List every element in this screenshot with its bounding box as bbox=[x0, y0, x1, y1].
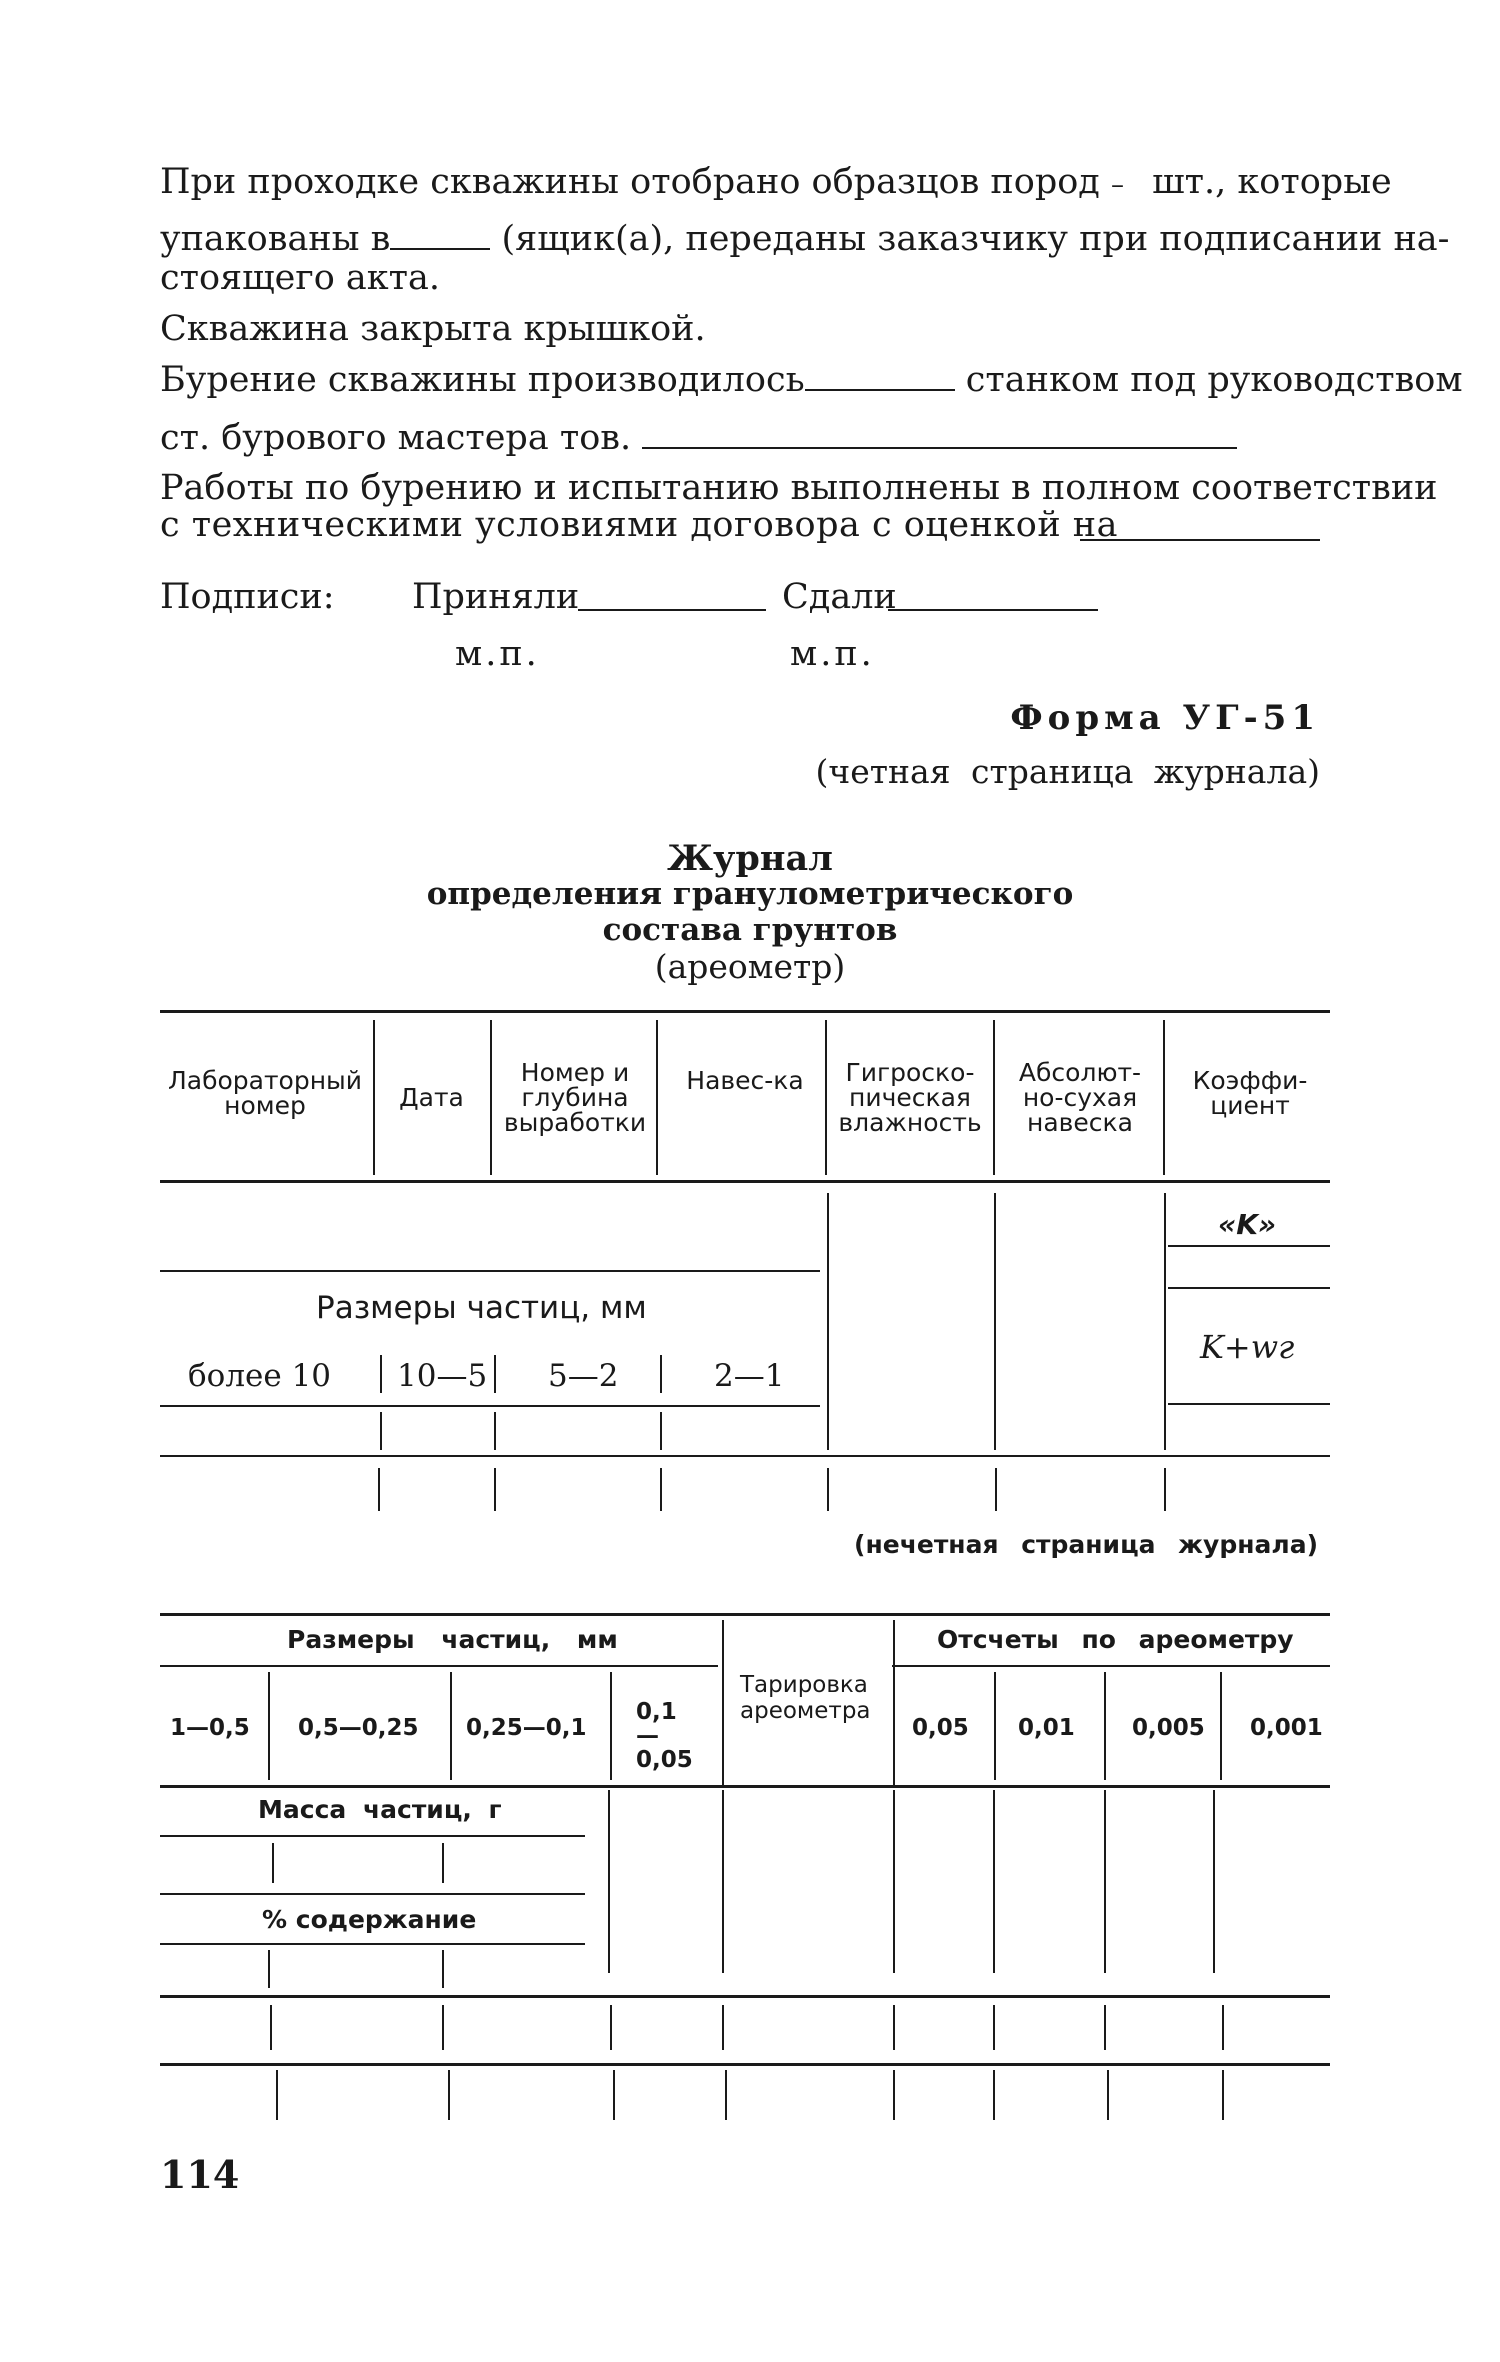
accepted-signature-field[interactable] bbox=[578, 583, 766, 611]
act-line-6: ст. бурового мастера тов. bbox=[160, 418, 1237, 458]
samples-count-field[interactable]: – bbox=[1111, 170, 1124, 200]
act-line-8: с техническими условиями договора с оценкой на bbox=[160, 505, 1320, 545]
odd-page-note: (нечетная страница журнала) bbox=[854, 1530, 1318, 1559]
size-col-5-2: 5—2 bbox=[548, 1358, 619, 1394]
act-line-3: стоящего акта. bbox=[160, 258, 440, 298]
rating-field[interactable] bbox=[1080, 513, 1320, 541]
particle-size-label: Размеры частиц, мм bbox=[316, 1290, 647, 1326]
journal-title: Журнал bbox=[667, 838, 833, 879]
act-line-7: Работы по бурению и испытанию выполнены в полном соответствии bbox=[160, 468, 1438, 508]
size2-col-05-025: 0,5—0,25 bbox=[298, 1715, 419, 1741]
handed-signature-field[interactable] bbox=[888, 583, 1098, 611]
header-lab-number: Лабораторный номер bbox=[167, 1066, 363, 1120]
master-name-field[interactable] bbox=[642, 421, 1237, 449]
size2-col-01-005: 0,1—0,05 bbox=[636, 1699, 693, 1773]
page-number: 114 bbox=[160, 2152, 240, 2197]
stamp-place-2: м.п. bbox=[790, 634, 875, 674]
act-line-5: Бурение скважины производилось станком под руководством bbox=[160, 360, 1463, 400]
size-col-10-5: 10—5 bbox=[397, 1358, 488, 1394]
header-coefficient: Коэффи-циент bbox=[1192, 1066, 1308, 1120]
k-label: «K» bbox=[1218, 1208, 1277, 1241]
act-line-4: Скважина закрыта крышкой. bbox=[160, 309, 706, 349]
header-date: Дата bbox=[399, 1083, 464, 1112]
size-col-over-10: более 10 bbox=[188, 1358, 332, 1394]
reading-col-001: 0,01 bbox=[1018, 1715, 1075, 1741]
act-line-1: При проходке скважины отобрано образцов пород – шт., которые bbox=[160, 162, 1392, 202]
drilling-rig-field[interactable] bbox=[805, 363, 955, 391]
even-page-note: (четная страница журнала) bbox=[815, 752, 1320, 791]
act-line-2: упакованы в (ящик(а), переданы заказчику при подписании на- bbox=[160, 219, 1450, 259]
size2-col-1-05: 1—0,5 bbox=[170, 1715, 250, 1741]
form-name: Форма УГ-51 bbox=[1010, 698, 1320, 738]
reading-col-0001: 0,001 bbox=[1250, 1715, 1323, 1741]
reading-col-005: 0,05 bbox=[912, 1715, 969, 1741]
journal-subtitle-3: (ареометр) bbox=[654, 947, 846, 986]
reading-col-0005: 0,005 bbox=[1132, 1715, 1205, 1741]
journal-subtitle-1: определения гранулометрического bbox=[426, 876, 1074, 912]
particle-size-label-2: Размеры частиц, мм bbox=[287, 1625, 618, 1654]
header-pit-number-depth: Номер и глубина выработки bbox=[503, 1058, 647, 1137]
percent-label: % содержание bbox=[262, 1905, 477, 1934]
stamp-place-1: м.п. bbox=[455, 634, 540, 674]
size2-col-025-01: 0,25—0,1 bbox=[466, 1715, 587, 1741]
size-col-2-1: 2—1 bbox=[714, 1358, 785, 1394]
header-hygroscopic-moisture: Гигроско-пическая влажность bbox=[838, 1058, 982, 1137]
readings-label: Отсчеты по ареометру bbox=[937, 1625, 1294, 1654]
header-sample-weight: Навес-ка bbox=[686, 1066, 804, 1095]
signatures-label: Подписи: bbox=[160, 577, 335, 617]
handed-label: Сдали bbox=[782, 577, 897, 617]
k-plus-w-label: K+wг bbox=[1200, 1328, 1295, 1366]
mass-label: Масса частиц, г bbox=[258, 1795, 502, 1824]
calibration-header: Тарировка ареометра bbox=[740, 1672, 871, 1724]
journal-subtitle-2: состава грунтов bbox=[602, 912, 898, 948]
accepted-label: Приняли bbox=[412, 577, 580, 617]
header-dry-weight: Абсолют-но-сухая навеска bbox=[1018, 1058, 1142, 1137]
boxes-count-field[interactable] bbox=[390, 222, 490, 250]
